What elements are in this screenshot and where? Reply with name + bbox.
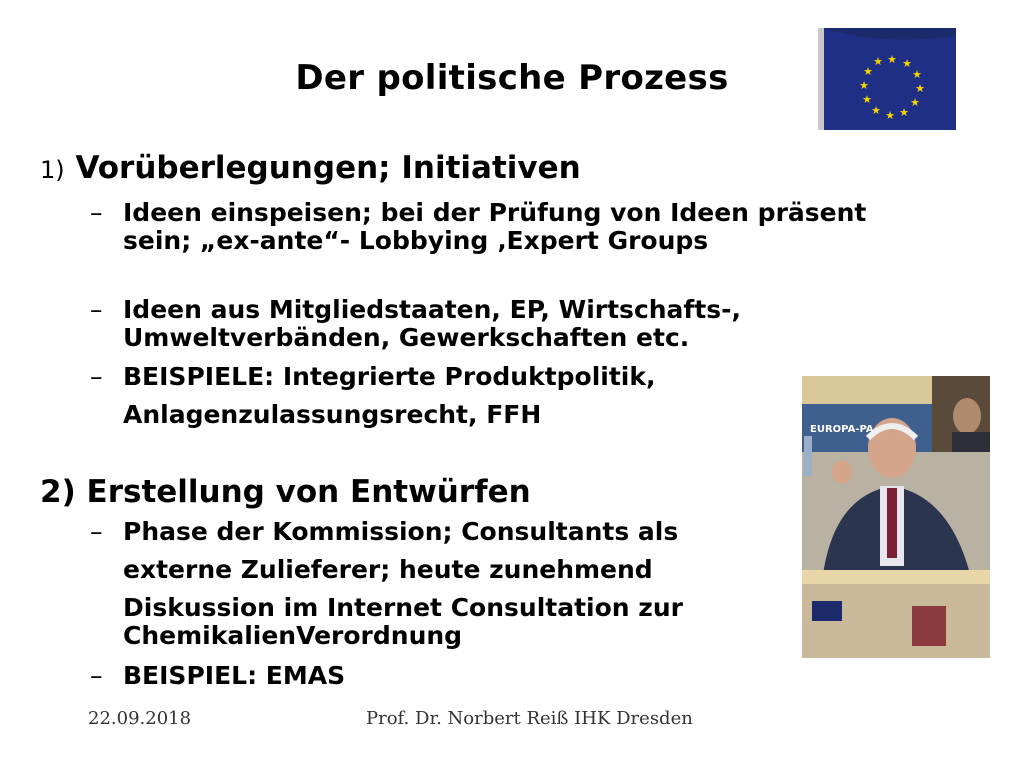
footer-date: 22.09.2018 <box>88 708 192 729</box>
svg-text:★: ★ <box>873 55 883 68</box>
bullet-dash: – <box>90 661 103 690</box>
bullet-continuation: externe Zulieferer; heute zunehmend <box>123 555 653 584</box>
bullet-text: BEISPIEL: EMAS <box>123 661 346 690</box>
section-2-heading: 2) Erstellung von Entwürfen <box>40 474 531 510</box>
section-1-heading-text: Vorüberlegungen; Initiativen <box>75 150 581 186</box>
bullet-item <box>90 662 890 690</box>
bullet-item <box>90 518 890 546</box>
section-1-number: 1) <box>40 156 65 184</box>
svg-text:★: ★ <box>912 68 922 81</box>
svg-text:★: ★ <box>885 109 895 122</box>
bullet-continuation: Diskussion im Internet Consultation zur ChemikalienVerordnung <box>123 593 683 650</box>
bullet-dash: – <box>90 198 103 227</box>
bullet-dash: – <box>90 295 103 324</box>
svg-text:★: ★ <box>915 82 925 95</box>
svg-text:★: ★ <box>887 53 897 66</box>
bullet-text: Ideen aus Mitgliedstaaten, EP, Wirtschafts-, Umweltverbänden, Gewerkschaften etc. <box>123 295 742 352</box>
section-1-heading <box>40 150 581 186</box>
bullet-continuation: Anlagenzulassungsrecht, FFH <box>123 400 542 429</box>
svg-text:★: ★ <box>899 106 909 119</box>
svg-text:★: ★ <box>862 93 872 106</box>
bullet-item <box>90 199 890 255</box>
svg-text:★: ★ <box>902 57 912 70</box>
bullet-text: BEISPIELE: Integrierte Produktpolitik, <box>123 362 656 391</box>
photo-banner-text: EUROPA-PA <box>810 424 874 435</box>
svg-text:★: ★ <box>859 79 869 92</box>
bullet-text: Ideen einspeisen; bei der Prüfung von Ideen präsent sein; „ex-ante“- Lobbying ‚Expert Groups <box>123 198 867 255</box>
slide-title: Der politische Prozess <box>295 58 729 98</box>
bullet-dash: – <box>90 517 103 546</box>
bullet-text: Phase der Kommission; Consultants als <box>123 517 679 546</box>
footer-author: Prof. Dr. Norbert Reiß IHK Dresden <box>366 708 693 729</box>
eu-flag-image <box>818 28 956 130</box>
svg-text:★: ★ <box>863 65 873 78</box>
svg-text:★: ★ <box>871 104 881 117</box>
svg-text:★: ★ <box>910 96 920 109</box>
bullet-item <box>90 296 890 352</box>
speaker-photo <box>802 376 990 658</box>
bullet-dash: – <box>90 362 103 391</box>
bullet-item <box>90 363 890 391</box>
